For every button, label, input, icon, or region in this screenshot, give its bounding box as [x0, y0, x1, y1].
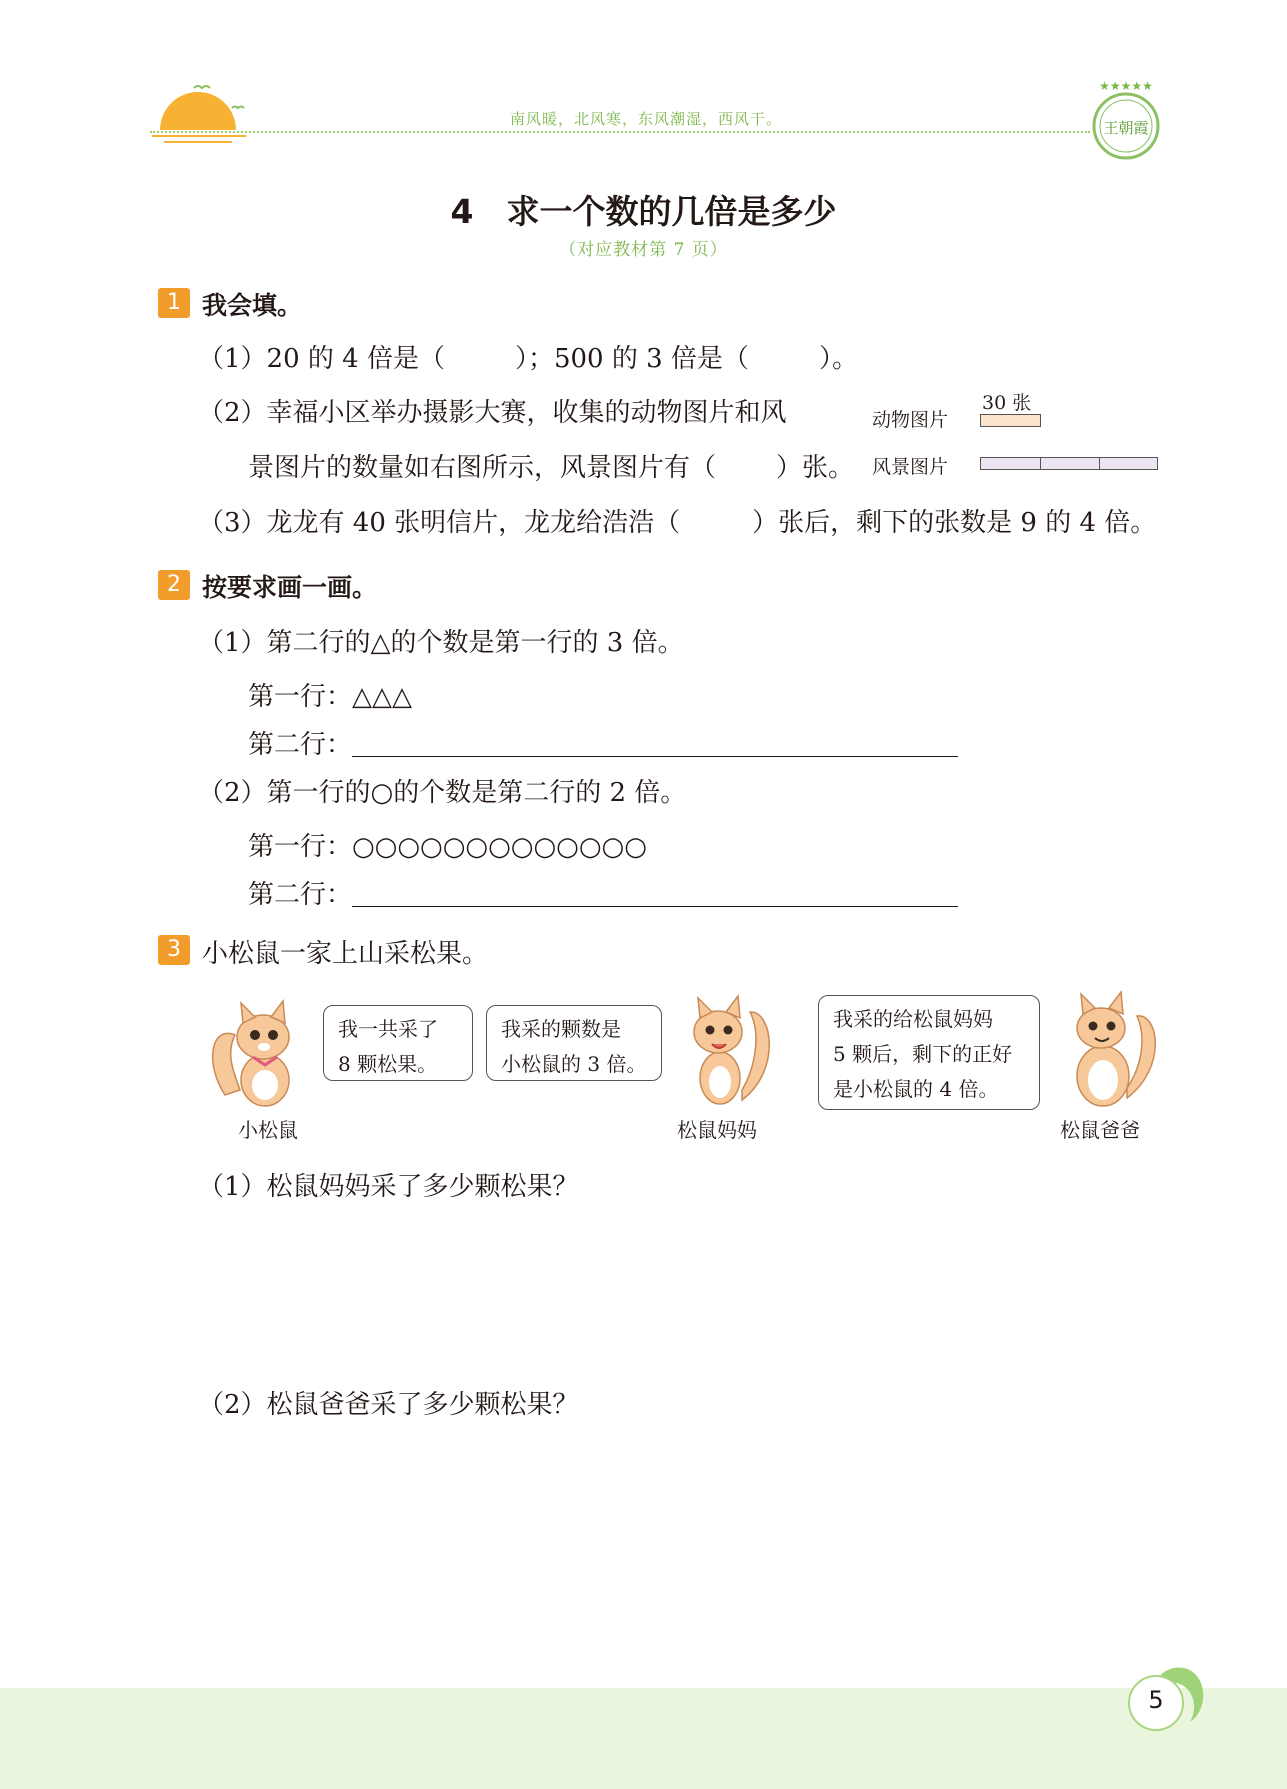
speech-bubble-child [323, 1005, 473, 1081]
header-motto: 南风暖，北风寒，东风潮湿，西风干。 [510, 110, 783, 128]
bubble-line: 我采的给松鼠妈妈 [833, 1007, 993, 1031]
s3-q2-answer-area[interactable] [198, 1430, 1158, 1630]
section-1-number: 1 [158, 288, 190, 318]
s1-q3-part-a: （3）龙龙有 40 张明信片，龙龙给浩浩（ [198, 508, 681, 538]
bubble-line: 5 颗后，剩下的正好 [833, 1042, 1013, 1066]
s1-question-3 [198, 502, 1156, 539]
s2-question-1: （1）第二行的△的个数是第一行的 3 倍。 [198, 628, 684, 658]
svg-text:王朝霞: 王朝霞 [1103, 119, 1149, 137]
publisher-logo [1088, 78, 1164, 168]
s3-question-2: （2）松鼠爸爸采了多少颗松果？ [198, 1390, 579, 1420]
s1-q1-part-c: ）。 [818, 344, 858, 374]
s3-q1-answer-area[interactable] [198, 1210, 1158, 1370]
squirrel-mother-illustration [672, 990, 782, 1115]
squirrel-mother-name: 松鼠妈妈 [677, 1118, 757, 1142]
s2-q2-row-1: 第一行：○○○○○○○○○○○○○ [248, 832, 647, 862]
section-2-title: 按要求画一画。 [202, 573, 378, 602]
s2-question-2: （2）第一行的○的个数是第二行的 2 倍。 [198, 778, 687, 808]
speech-bubble-father [818, 995, 1040, 1110]
s1-q2-part-b: ）张。 [776, 453, 855, 483]
s1-q3-part-b: ）张后，剩下的张数是 9 的 4 倍。 [752, 508, 1157, 538]
bubble-line: 8 颗松果。 [338, 1052, 438, 1076]
section-1-title: 我会填。 [202, 291, 303, 320]
squirrel-father-illustration [1055, 988, 1165, 1113]
s1-q2-part-a: 景图片的数量如右图所示，风景图片有（ [248, 453, 717, 483]
bubble-line: 小松鼠的 3 倍。 [501, 1052, 647, 1076]
s1-question-2-line-2 [248, 447, 854, 484]
speech-bubble-mother [486, 1005, 662, 1081]
section-3-title: 小松鼠一家上山采松果。 [202, 939, 489, 969]
s1-q1-part-b: ）；500 的 3 倍是（ [514, 344, 749, 374]
s2-q1-row-2-label: 第二行： [248, 730, 353, 760]
s2-q2-row-2-label: 第二行： [248, 880, 353, 910]
bubble-line: 是小松鼠的 4 倍。 [833, 1077, 999, 1101]
s1-q1-part-a: （1）20 的 4 倍是（ [198, 344, 445, 374]
bubble-line: 我一共采了 [338, 1017, 438, 1041]
bubble-line: 我采的颗数是 [501, 1017, 621, 1041]
s3-question-1: （1）松鼠妈妈采了多少颗松果？ [198, 1172, 579, 1202]
sun-icon [150, 78, 250, 148]
s1-question-1 [198, 338, 858, 375]
section-2-number: 2 [158, 570, 190, 600]
page-number: 5 [1148, 1686, 1164, 1714]
squirrel-child-illustration [205, 995, 315, 1115]
squirrel-father-name: 松鼠爸爸 [1060, 1118, 1140, 1142]
diagram-label-animal: 动物图片 [872, 409, 949, 431]
page-title: 4 求一个数的几倍是多少 [450, 192, 837, 231]
svg-text:★★★★★: ★★★★★ [1099, 79, 1153, 93]
s1-question-2-line-1: （2）幸福小区举办摄影大赛，收集的动物图片和风 [198, 398, 787, 428]
s2-q1-row-1: 第一行：△△△ [248, 682, 412, 712]
section-3-number: 3 [158, 935, 190, 965]
diagram-label-scenery: 风景图片 [872, 456, 949, 478]
footer-band [0, 1688, 1287, 1789]
header-rule [150, 131, 1090, 133]
diagram-bar-animal [980, 414, 1041, 427]
page-subtitle: （对应教材第 7 页） [559, 240, 728, 260]
diagram-value-label: 30 张 [982, 392, 1032, 414]
diagram-bar-scenery [980, 457, 1158, 470]
s2-q1-drawing-line[interactable] [352, 756, 958, 757]
squirrel-child-name: 小松鼠 [238, 1118, 298, 1142]
s2-q2-drawing-line[interactable] [352, 906, 958, 907]
